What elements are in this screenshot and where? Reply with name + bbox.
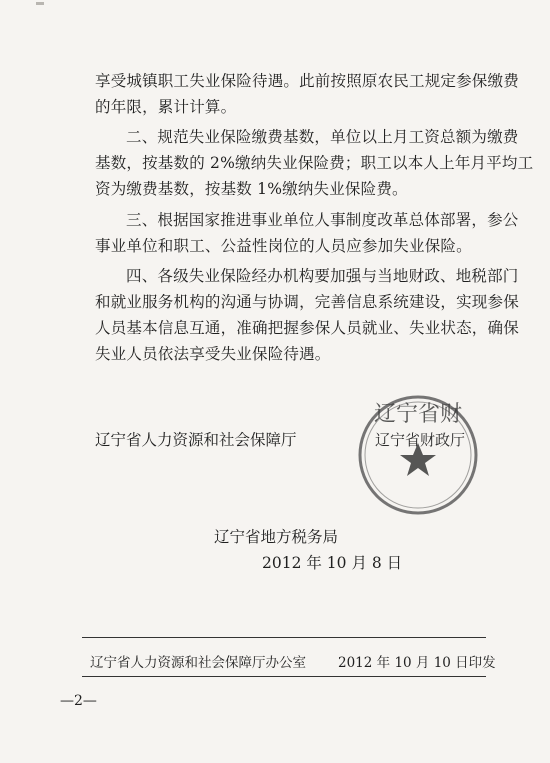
page-number: —2— [60,693,97,709]
section-2-line-2: 基数，按基数的 2%缴纳失业保险费；职工以本人上年月平均工 [95,154,534,172]
footer-rule-top [82,637,486,638]
section-4-line-4: 失业人员依法享受失业保险待遇。 [95,345,331,363]
footer-office: 辽宁省人力资源和社会保障厅办公室 [90,655,306,671]
section-2-line-3: 资为缴费基数，按基数 1%缴纳失业保险费。 [95,180,408,198]
section-4-line-3: 人员基本信息互通，准确把握参保人员就业、失业状态，确保 [95,319,519,337]
official-seal-icon [354,391,482,519]
body-line-1: 享受城镇职工失业保险待遇。此前按照原农民工规定参保缴费 [95,72,519,90]
seal-inner-text: 辽宁省财政厅 [374,431,466,449]
section-2-heading-line: 二、规范失业保险缴费基数，单位以上月工资总额为缴费 [126,128,519,146]
footer-print-date: 2012 年 10 月 10 日印发 [338,655,496,671]
seal-outer-text: 辽宁省财 [373,402,463,427]
scan-mark [36,2,44,5]
footer-rule-bottom [82,676,486,677]
section-4-heading-line: 四、各级失业保险经办机构要加强与当地财政、地税部门 [126,267,519,285]
section-3-line-2: 事业单位和职工、公益性岗位的人员应参加失业保险。 [95,237,472,255]
signatory-hrss: 辽宁省人力资源和社会保障厅 [95,431,297,449]
issue-date: 2012 年 10 月 8 日 [262,554,403,572]
section-4-line-2: 和就业服务机构的沟通与协调，完善信息系统建设，实现参保 [95,293,519,311]
body-line-2: 的年限，累计计算。 [95,98,237,116]
section-3-heading-line: 三、根据国家推进事业单位人事制度改革总体部署，参公 [126,211,519,229]
signatory-tax-bureau: 辽宁省地方税务局 [214,528,339,546]
